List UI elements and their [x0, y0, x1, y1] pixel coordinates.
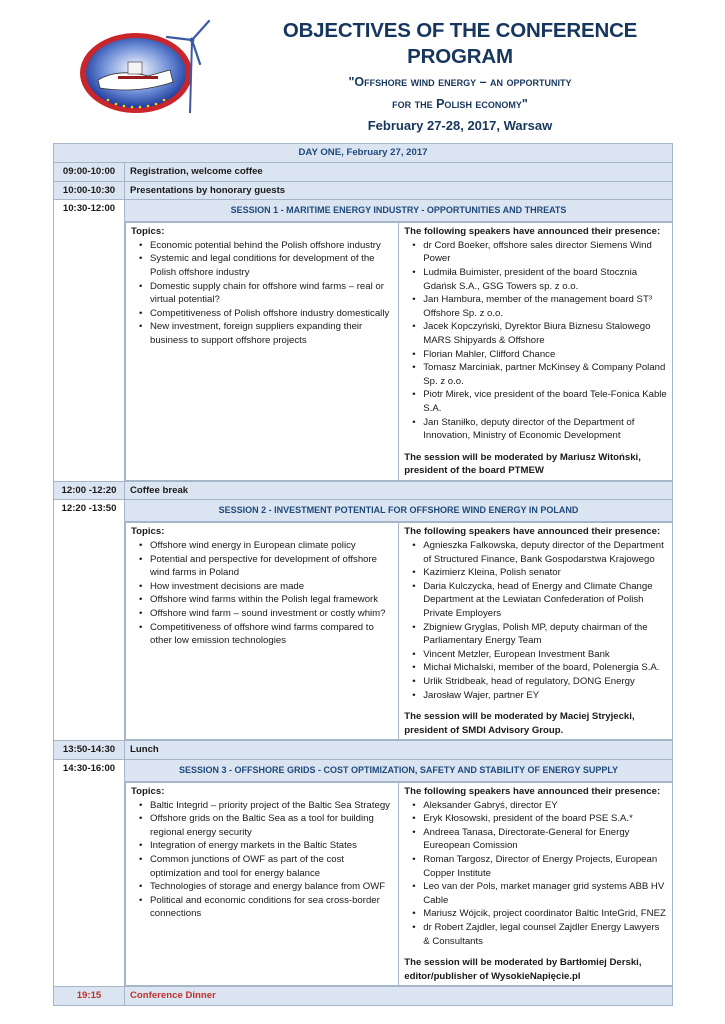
list-item: • Ludmiła Buimister, president of the board Stocznia Gdańsk S.A., GSG Towers sp. z o.o. — [412, 266, 667, 293]
topics-column — [126, 782, 399, 985]
session-3-details — [54, 781, 673, 986]
agenda-label: Conference Dinner — [125, 987, 673, 1006]
agenda-label: Coffee break — [125, 481, 673, 500]
session-title: SESSION 1 - MARITIME ENERGY INDUSTRY - OPPORTUNITIES AND THREATS — [125, 200, 673, 222]
moderator-note: The session will be moderated by Bartłomiej Derski, editor/publisher of WysokieNapięcie.pl — [404, 957, 642, 982]
time-cell: 10:30-12:00 — [54, 200, 125, 482]
list-item: • Agnieszka Falkowska, deputy director of the Department of Structured Finance, Bank Gospodarstwa Krajowego — [412, 539, 667, 566]
list-item: • Competitiveness of Polish offshore industry domestically — [139, 307, 393, 321]
list-item: • Systemic and legal conditions for development of the Polish offshore industry — [139, 252, 393, 279]
session-details-cell — [125, 522, 673, 741]
list-item: • Integration of energy markets in the Baltic States — [139, 839, 393, 853]
time-cell: 10:00-10:30 — [54, 181, 125, 200]
topics-list — [139, 239, 393, 348]
list-item: • Offshore wind energy in European climate policy — [139, 539, 393, 553]
speakers-list — [412, 539, 667, 702]
list-item: • Jan Staniłko, deputy director of the Department of Innovation, Ministry of Economic Development — [412, 416, 667, 443]
page-title: OBJECTIVES OF THE CONFERENCE PROGRAM — [282, 19, 638, 68]
agenda-label: Presentations by honorary guests — [125, 181, 673, 200]
list-item: • Kazimierz Kleina, Polish senator — [412, 566, 667, 580]
list-item: • dr Robert Zajdler, legal counsel Zajdler Energy Lawyers & Consultants — [412, 921, 667, 948]
list-item: • Tomasz Marciniak, partner McKinsey & Company Poland Sp. z o.o. — [412, 361, 667, 388]
session-1-row — [54, 200, 673, 222]
list-item: • Andreea Tanasa, Directorate-General for Energy Eureopean Comission — [412, 826, 667, 853]
list-item: • Potential and perspective for development of offshore wind farms in Poland — [139, 553, 393, 580]
topics-list — [139, 539, 393, 648]
session-title: SESSION 3 - OFFSHORE GRIDS - COST OPTIMIZATION, SAFETY AND STABILITY OF ENERGY SUPPLY — [125, 759, 673, 781]
session-3-row — [54, 759, 673, 781]
list-item: • Economic potential behind the Polish offshore industry — [139, 239, 393, 253]
list-item: • Common junctions of OWF as part of the cost optimization and tool for energy balance — [139, 853, 393, 880]
time-cell: 19:15 — [54, 987, 125, 1006]
subtitle-line-1: "Offshore wind energy – an opportunity — [348, 75, 572, 89]
list-item: • Political and economic conditions for sea cross-border connections — [139, 894, 393, 921]
speakers-list — [412, 239, 667, 443]
speakers-heading: The following speakers have announced their presence: — [404, 526, 661, 538]
speakers-column — [399, 523, 672, 740]
conference-date: February 27-28, 2017, Warsaw — [367, 118, 553, 133]
topics-column — [126, 523, 399, 740]
list-item: • Mariusz Wójcik, project coordinator Baltic InteGrid, FNEZ — [412, 907, 667, 921]
agenda-row-dinner — [54, 987, 673, 1006]
list-item: • Offshore wind farms within the Polish legal framework — [139, 593, 393, 607]
day-header-row — [54, 144, 673, 163]
time-cell: 13:50-14:30 — [54, 741, 125, 760]
program-table — [53, 143, 673, 1006]
page-header — [0, 0, 725, 133]
subtitle-line-2: for the Polish economy" — [392, 97, 528, 111]
list-item: • Eryk Kłosowski, president of the board PSE S.A.* — [412, 812, 667, 826]
list-item: • Urlik Stridbeak, head of regulatory, DONG Energy — [412, 675, 667, 689]
topics-heading: Topics: — [131, 785, 165, 797]
list-item: • Jarosław Wajer, partner EY — [412, 689, 667, 703]
list-item: • Baltic Integrid – priority project of the Baltic Sea Strategy — [139, 799, 393, 813]
agenda-row-lunch — [54, 741, 673, 760]
speakers-column — [399, 782, 672, 985]
session-1-details — [54, 222, 673, 482]
list-item: • Michał Michalski, member of the board, Polenergia S.A. — [412, 661, 667, 675]
moderator-note: The session will be moderated by Maciej Stryjecki, president of SMDI Advisory Group. — [404, 711, 635, 736]
list-item: • Jacek Kopczyński, Dyrektor Biura Biznesu Stalowego MARS Shipyards & Offshore — [412, 320, 667, 347]
agenda-row-registration — [54, 163, 673, 182]
time-cell: 12:20 -13:50 — [54, 500, 125, 741]
topics-column — [126, 223, 399, 481]
agenda-row-presentations — [54, 181, 673, 200]
speakers-column — [399, 223, 672, 481]
list-item: • Domestic supply chain for offshore wind farms – real or virtual potential? — [139, 280, 393, 307]
topics-heading: Topics: — [131, 526, 165, 538]
time-cell: 12:00 -12:20 — [54, 481, 125, 500]
moderator-note: The session will be moderated by Mariusz Witoński, president of the board PTMEW — [404, 451, 641, 477]
session-title: SESSION 2 - INVESTMENT POTENTIAL FOR OFFSHORE WIND ENERGY IN POLAND — [125, 500, 673, 522]
session-details-cell — [125, 222, 673, 482]
title-block — [240, 18, 680, 133]
list-item: • How investment decisions are made — [139, 580, 393, 594]
speakers-list — [412, 799, 667, 949]
list-item: • Roman Targosz, Director of Energy Projects, European Copper Institute — [412, 853, 667, 880]
time-cell: 14:30-16:00 — [54, 759, 125, 986]
topics-heading: Topics: — [131, 226, 165, 238]
session-2-row — [54, 500, 673, 522]
list-item: • Piotr Mirek, vice president of the board Tele-Fonica Kable S.A. — [412, 388, 667, 415]
list-item: • Florian Mahler, Clifford Chance — [412, 348, 667, 362]
agenda-label: Lunch — [125, 741, 673, 760]
list-item: • New investment, foreign suppliers expanding their business to support offshore projects — [139, 320, 393, 347]
topics-list — [139, 799, 393, 921]
list-item: • Technologies of storage and energy balance from OWF — [139, 880, 393, 894]
list-item: • Daria Kulczycka, head of Energy and Climate Change Department at the Lewiatan Confederation of Polish Private Employers — [412, 580, 667, 621]
list-item: • Leo van der Pols, market manager grid systems ABB HV Cable — [412, 880, 667, 907]
list-item: • Competitiveness of offshore wind farms compared to other low emission technologies — [139, 621, 393, 648]
list-item: • Zbigniew Gryglas, Polish MP, deputy chairman of the Parliamentary Energy Team — [412, 621, 667, 648]
day-one-label: DAY ONE, February 27, 2017 — [54, 144, 673, 163]
list-item: • Aleksander Gabryś, director EY — [412, 799, 667, 813]
list-item: • Jan Hambura, member of the management board ST³ Offshore Sp. z o.o. — [412, 293, 667, 320]
time-cell: 09:00-10:00 — [54, 163, 125, 182]
speakers-heading: The following speakers have announced their presence: — [404, 226, 661, 238]
list-item: • Offshore wind farm – sound investment or costly whim? — [139, 607, 393, 621]
session-details-cell — [125, 781, 673, 986]
list-item: • dr Cord Boeker, offshore sales director Siemens Wind Power — [412, 239, 667, 266]
list-item: • Offshore grids on the Baltic Sea as a tool for building regional energy security — [139, 812, 393, 839]
speakers-heading: The following speakers have announced their presence: — [404, 785, 661, 797]
agenda-label: Registration, welcome coffee — [125, 163, 673, 182]
agenda-row-coffee — [54, 481, 673, 500]
session-2-details — [54, 522, 673, 741]
list-item: • Vincent Metzler, European Investment Bank — [412, 648, 667, 662]
conference-logo — [78, 18, 218, 118]
